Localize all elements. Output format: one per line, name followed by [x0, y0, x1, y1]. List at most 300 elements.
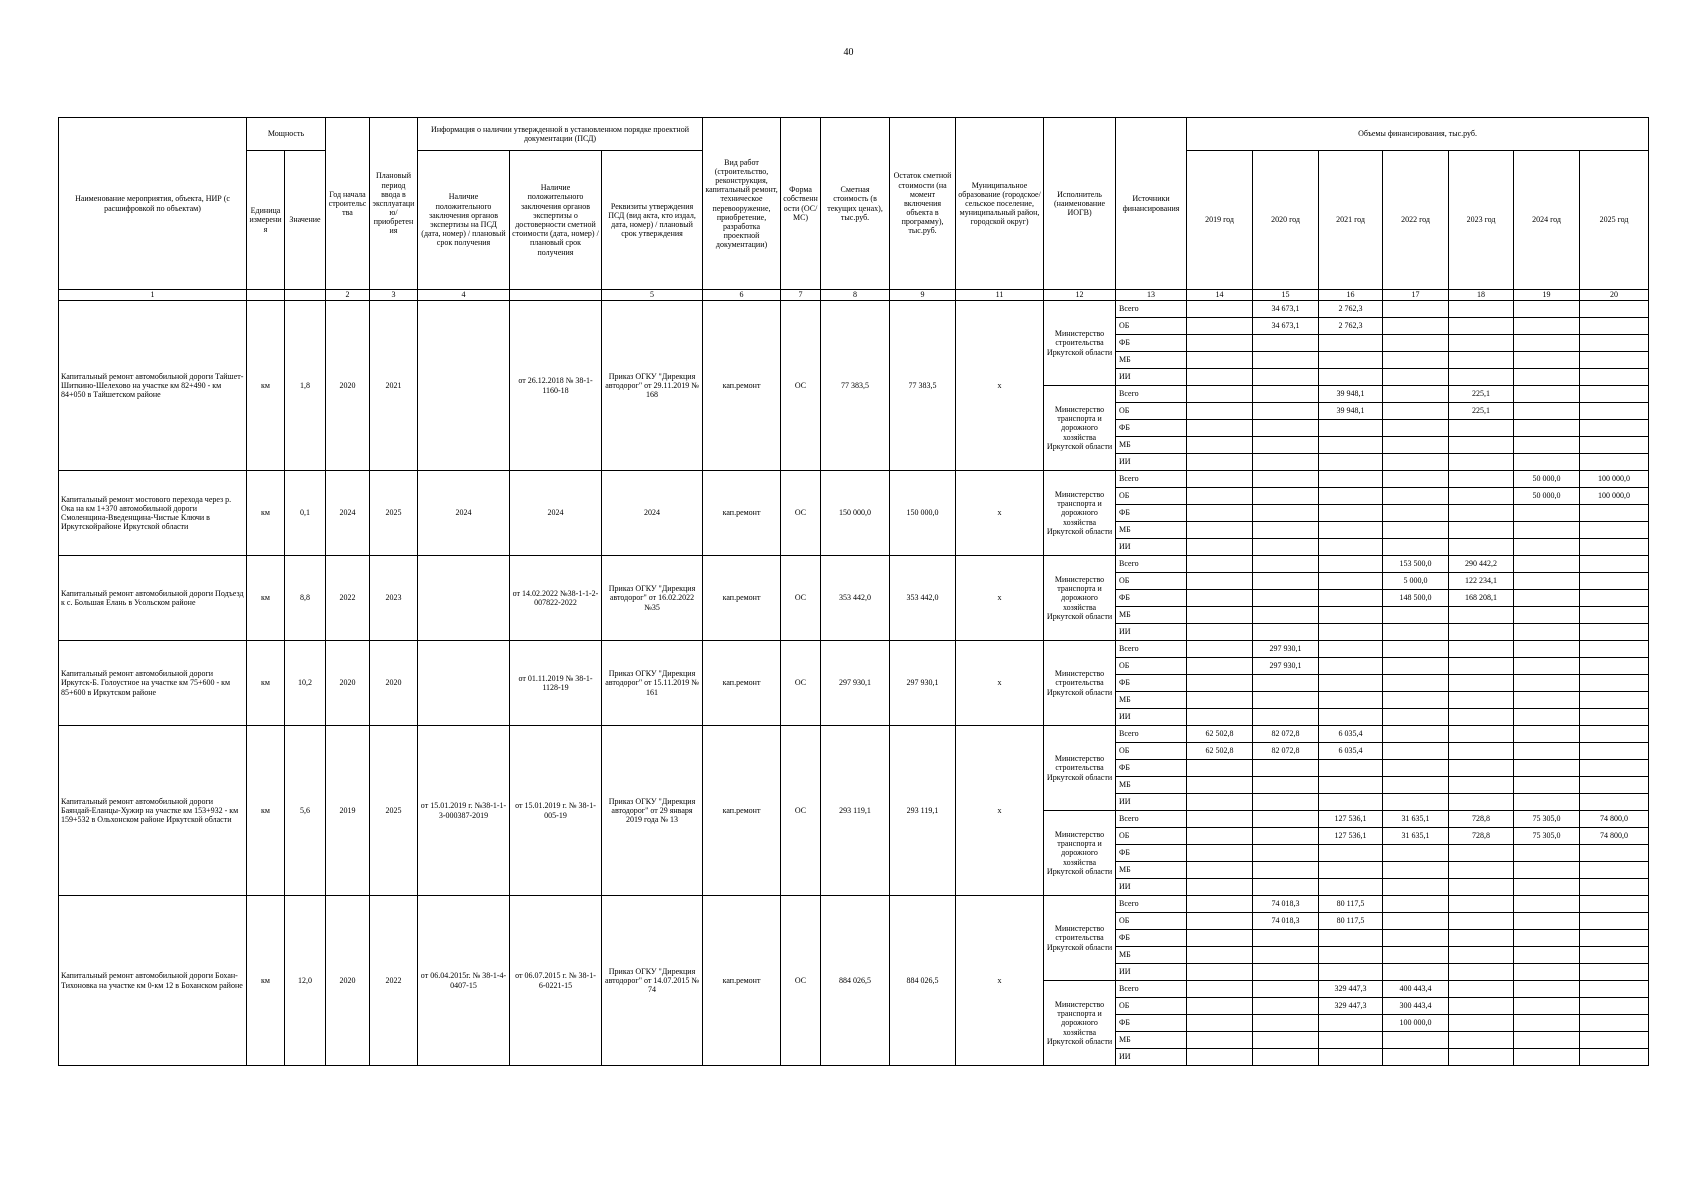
table-row: [59, 556, 1649, 573]
source-cell: Всего: [1116, 301, 1187, 318]
amount-cell: [1187, 1032, 1253, 1049]
amount-cell: [1449, 437, 1514, 454]
amount-cell: [1580, 403, 1649, 420]
column-number: 5: [602, 290, 703, 301]
amount-cell: [1253, 862, 1319, 879]
ownership-cell: ОС: [781, 896, 821, 1066]
source-cell: ФБ: [1116, 505, 1187, 522]
work-type-cell: кап.ремонт: [703, 301, 781, 471]
municipality-cell: х: [956, 896, 1044, 1066]
amount-cell: [1383, 386, 1449, 403]
amount-cell: [1319, 641, 1383, 658]
municipality-cell: х: [956, 556, 1044, 641]
amount-cell: [1187, 709, 1253, 726]
amount-cell: [1253, 879, 1319, 896]
amount-cell: [1253, 573, 1319, 590]
amount-cell: [1319, 845, 1383, 862]
amount-cell: [1580, 930, 1649, 947]
amount-cell: [1449, 522, 1514, 539]
column-number: 1: [59, 290, 247, 301]
header-psd-approval: Реквизиты утверждения ПСД (вид акта, кто издал, дата, номер) / плановый срок утверждения: [602, 151, 703, 290]
amount-cell: [1383, 726, 1449, 743]
amount-cell: [1319, 335, 1383, 352]
amount-cell: [1580, 1015, 1649, 1032]
executor-cell: Министерство строительства Иркутской области: [1044, 641, 1116, 726]
amount-cell: [1383, 964, 1449, 981]
amount-cell: [1514, 369, 1580, 386]
commission-cell: 2021: [370, 301, 418, 471]
executor-cell: Министерство строительства Иркутской области: [1044, 301, 1116, 386]
source-cell: ФБ: [1116, 335, 1187, 352]
amount-cell: [1383, 879, 1449, 896]
amount-cell: [1449, 301, 1514, 318]
source-cell: Всего: [1116, 726, 1187, 743]
amount-cell: [1580, 556, 1649, 573]
source-cell: МБ: [1116, 437, 1187, 454]
amount-cell: [1383, 709, 1449, 726]
amount-cell: [1449, 318, 1514, 335]
psd-expertise-cell: от 15.01.2019 г. №38-1-1-3-000387-2019: [418, 726, 510, 896]
amount-cell: [1580, 675, 1649, 692]
amount-cell: [1319, 437, 1383, 454]
table-body: [59, 301, 1649, 1066]
amount-cell: [1514, 352, 1580, 369]
psd-expertise-cell: [418, 301, 510, 471]
unit-cell: км: [247, 556, 285, 641]
amount-cell: [1449, 539, 1514, 556]
amount-cell: [1253, 1049, 1319, 1066]
remaining-cost-cell: 293 119,1: [890, 726, 956, 896]
table-row: [59, 641, 1649, 658]
amount-cell: [1514, 301, 1580, 318]
amount-cell: 297 930,1: [1253, 641, 1319, 658]
amount-cell: [1319, 471, 1383, 488]
source-cell: ФБ: [1116, 675, 1187, 692]
project-name: Капитальный ремонт автомобильной дороги Тайшет-Шиткино-Шелехово на участке км 82+490 - км 84+050 в Тайшетском районе: [59, 301, 247, 471]
amount-cell: [1580, 386, 1649, 403]
amount-cell: [1580, 573, 1649, 590]
amount-cell: [1383, 522, 1449, 539]
amount-cell: 400 443,4: [1383, 981, 1449, 998]
amount-cell: [1514, 420, 1580, 437]
source-cell: ФБ: [1116, 930, 1187, 947]
amount-cell: [1514, 675, 1580, 692]
amount-cell: [1383, 369, 1449, 386]
amount-cell: [1580, 692, 1649, 709]
financing-table: [58, 117, 1649, 1066]
amount-cell: [1449, 420, 1514, 437]
amount-cell: [1253, 607, 1319, 624]
amount-cell: [1319, 590, 1383, 607]
column-number: 14: [1187, 290, 1253, 301]
amount-cell: [1449, 607, 1514, 624]
amount-cell: 50 000,0: [1514, 471, 1580, 488]
amount-cell: [1580, 947, 1649, 964]
amount-cell: [1319, 522, 1383, 539]
remaining-cost-cell: 77 383,5: [890, 301, 956, 471]
header-cost-expertise: Наличие положительного заключения органов экспертизы о достоверности сметной стоимости (дата, номер) / плановый срок получения: [510, 151, 602, 290]
amount-cell: [1514, 573, 1580, 590]
amount-cell: [1383, 675, 1449, 692]
amount-cell: [1319, 607, 1383, 624]
header-remaining-cost: Остаток сметной стоимости (на момент включения объекта в программу), тыс.руб.: [890, 118, 956, 290]
source-cell: ИИ: [1116, 539, 1187, 556]
amount-cell: 100 000,0: [1383, 1015, 1449, 1032]
psd-expertise-cell: от 06.04.2015г. № 38-1-4-0407-15: [418, 896, 510, 1066]
header-executor: Исполнитель (наименование ИОГВ): [1044, 118, 1116, 290]
amount-cell: [1319, 964, 1383, 981]
amount-cell: [1253, 845, 1319, 862]
column-number: 12: [1044, 290, 1116, 301]
amount-cell: [1580, 845, 1649, 862]
amount-cell: 127 536,1: [1319, 828, 1383, 845]
header-year-2025: 2025 год: [1580, 151, 1649, 290]
amount-cell: [1187, 403, 1253, 420]
amount-cell: 148 500,0: [1383, 590, 1449, 607]
amount-cell: 74 018,3: [1253, 913, 1319, 930]
amount-cell: [1187, 811, 1253, 828]
amount-cell: [1319, 760, 1383, 777]
header-value: Значение: [285, 151, 326, 290]
amount-cell: [1187, 964, 1253, 981]
amount-cell: [1514, 318, 1580, 335]
amount-cell: [1253, 522, 1319, 539]
amount-cell: [1253, 692, 1319, 709]
amount-cell: [1319, 624, 1383, 641]
amount-cell: [1383, 352, 1449, 369]
amount-cell: [1187, 828, 1253, 845]
executor-cell: Министерство строительства Иркутской области: [1044, 726, 1116, 811]
amount-cell: [1187, 998, 1253, 1015]
column-numbers-row: [59, 290, 1649, 301]
amount-cell: [1514, 335, 1580, 352]
amount-cell: 225,1: [1449, 403, 1514, 420]
source-cell: ФБ: [1116, 845, 1187, 862]
amount-cell: [1514, 947, 1580, 964]
amount-cell: [1319, 488, 1383, 505]
source-cell: МБ: [1116, 777, 1187, 794]
approval-cell: Приказ ОГКУ "Дирекция автодорог" от 29 января 2019 года № 13: [602, 726, 703, 896]
amount-cell: [1253, 828, 1319, 845]
amount-cell: [1187, 862, 1253, 879]
amount-cell: [1187, 335, 1253, 352]
header-work-type: Вид работ (строительство, реконструкция, капитальный ремонт, техническое перевооружение, приобретение, разработка проектной документации): [703, 118, 781, 290]
header-psd-info: Информация о наличии утвержденной в установленном порядке проектной документации (ПСД): [418, 118, 703, 151]
column-number: 2: [326, 290, 370, 301]
amount-cell: [1514, 692, 1580, 709]
amount-cell: [1253, 352, 1319, 369]
amount-cell: [1319, 947, 1383, 964]
amount-cell: [1319, 692, 1383, 709]
amount-cell: [1319, 709, 1383, 726]
amount-cell: [1253, 420, 1319, 437]
amount-cell: 300 443,4: [1383, 998, 1449, 1015]
executor-cell: Министерство транспорта и дорожного хозяйства Иркутской области: [1044, 981, 1116, 1066]
amount-cell: [1514, 624, 1580, 641]
approval-cell: 2024: [602, 471, 703, 556]
amount-cell: [1580, 1049, 1649, 1066]
project-name: Капитальный ремонт автомобильной дороги Бохан-Тихоновка на участке км 0-км 12 в Боханском районе: [59, 896, 247, 1066]
est-cost-cell: 884 026,5: [821, 896, 890, 1066]
commission-cell: 2020: [370, 641, 418, 726]
cost-expertise-cell: от 14.02.2022 №38-1-1-2-007822-2022: [510, 556, 602, 641]
column-number: 20: [1580, 290, 1649, 301]
amount-cell: [1253, 539, 1319, 556]
amount-cell: [1319, 505, 1383, 522]
amount-cell: [1514, 930, 1580, 947]
psd-expertise-cell: [418, 641, 510, 726]
amount-cell: [1187, 1015, 1253, 1032]
amount-cell: [1253, 760, 1319, 777]
amount-cell: [1253, 590, 1319, 607]
amount-cell: [1319, 1032, 1383, 1049]
source-cell: ОБ: [1116, 743, 1187, 760]
amount-cell: [1514, 913, 1580, 930]
amount-cell: [1383, 437, 1449, 454]
amount-cell: [1514, 777, 1580, 794]
amount-cell: [1449, 913, 1514, 930]
amount-cell: [1449, 352, 1514, 369]
amount-cell: [1187, 386, 1253, 403]
unit-cell: км: [247, 301, 285, 471]
amount-cell: [1383, 845, 1449, 862]
amount-cell: [1383, 862, 1449, 879]
amount-cell: [1319, 420, 1383, 437]
amount-cell: 297 930,1: [1253, 658, 1319, 675]
work-type-cell: кап.ремонт: [703, 896, 781, 1066]
amount-cell: [1187, 777, 1253, 794]
amount-cell: [1514, 539, 1580, 556]
amount-cell: 82 072,8: [1253, 743, 1319, 760]
source-cell: МБ: [1116, 1032, 1187, 1049]
start-year-cell: 2020: [326, 301, 370, 471]
amount-cell: [1580, 505, 1649, 522]
amount-cell: [1253, 794, 1319, 811]
amount-cell: [1514, 709, 1580, 726]
amount-cell: [1449, 879, 1514, 896]
source-cell: МБ: [1116, 352, 1187, 369]
commission-cell: 2022: [370, 896, 418, 1066]
source-cell: Всего: [1116, 556, 1187, 573]
amount-cell: [1449, 335, 1514, 352]
amount-cell: 62 502,8: [1187, 726, 1253, 743]
municipality-cell: х: [956, 641, 1044, 726]
header-sources: Источники финансирования: [1116, 118, 1187, 290]
amount-cell: [1580, 760, 1649, 777]
source-cell: Всего: [1116, 896, 1187, 913]
amount-cell: [1187, 981, 1253, 998]
amount-cell: [1383, 930, 1449, 947]
amount-cell: [1514, 981, 1580, 998]
amount-cell: [1187, 573, 1253, 590]
table-row: [59, 471, 1649, 488]
amount-cell: [1449, 862, 1514, 879]
amount-cell: 50 000,0: [1514, 488, 1580, 505]
column-number: 4: [418, 290, 510, 301]
amount-cell: [1514, 386, 1580, 403]
project-name: Капитальный ремонт автомобильной дороги Подъезд к с. Большая Елань в Усольском районе: [59, 556, 247, 641]
commission-cell: 2025: [370, 726, 418, 896]
amount-cell: [1449, 369, 1514, 386]
amount-cell: [1449, 1049, 1514, 1066]
amount-cell: [1187, 845, 1253, 862]
amount-cell: [1514, 641, 1580, 658]
source-cell: МБ: [1116, 947, 1187, 964]
header-ownership: Форма собственности (ОС/МС): [781, 118, 821, 290]
amount-cell: 39 948,1: [1319, 386, 1383, 403]
cost-expertise-cell: от 01.11.2019 № 38-1-1128-19: [510, 641, 602, 726]
amount-cell: [1187, 607, 1253, 624]
amount-cell: [1580, 522, 1649, 539]
amount-cell: [1383, 658, 1449, 675]
amount-cell: [1383, 318, 1449, 335]
source-cell: ФБ: [1116, 760, 1187, 777]
source-cell: МБ: [1116, 692, 1187, 709]
source-cell: МБ: [1116, 862, 1187, 879]
amount-cell: [1449, 641, 1514, 658]
amount-cell: [1449, 471, 1514, 488]
amount-cell: [1580, 454, 1649, 471]
amount-cell: [1449, 505, 1514, 522]
value-cell: 10,2: [285, 641, 326, 726]
amount-cell: [1449, 743, 1514, 760]
amount-cell: [1383, 301, 1449, 318]
amount-cell: [1253, 811, 1319, 828]
amount-cell: [1383, 641, 1449, 658]
amount-cell: [1253, 369, 1319, 386]
amount-cell: 6 035,4: [1319, 726, 1383, 743]
amount-cell: [1187, 590, 1253, 607]
amount-cell: [1383, 777, 1449, 794]
work-type-cell: кап.ремонт: [703, 556, 781, 641]
source-cell: ИИ: [1116, 454, 1187, 471]
amount-cell: [1187, 760, 1253, 777]
amount-cell: 168 208,1: [1449, 590, 1514, 607]
amount-cell: [1514, 556, 1580, 573]
amount-cell: [1580, 437, 1649, 454]
cost-expertise-cell: от 26.12.2018 № 38-1-1160-18: [510, 301, 602, 471]
amount-cell: [1449, 692, 1514, 709]
amount-cell: 34 673,1: [1253, 318, 1319, 335]
amount-cell: [1580, 794, 1649, 811]
est-cost-cell: 77 383,5: [821, 301, 890, 471]
amount-cell: [1580, 1032, 1649, 1049]
amount-cell: 100 000,0: [1580, 488, 1649, 505]
amount-cell: [1580, 607, 1649, 624]
amount-cell: [1253, 505, 1319, 522]
municipality-cell: х: [956, 726, 1044, 896]
amount-cell: [1319, 454, 1383, 471]
amount-cell: [1253, 488, 1319, 505]
amount-cell: [1253, 403, 1319, 420]
municipality-cell: х: [956, 471, 1044, 556]
amount-cell: 80 117,5: [1319, 913, 1383, 930]
amount-cell: [1383, 896, 1449, 913]
remaining-cost-cell: 353 442,0: [890, 556, 956, 641]
project-name: Капитальный ремонт мостового перехода через р. Ока на км 1+370 автомобильной дороги Смоленщина-Введенщина-Чистые Ключи в Иркутскойрайоне Иркутской области: [59, 471, 247, 556]
column-number: [510, 290, 602, 301]
source-cell: МБ: [1116, 607, 1187, 624]
remaining-cost-cell: 297 930,1: [890, 641, 956, 726]
amount-cell: 122 234,1: [1449, 573, 1514, 590]
amount-cell: 74 800,0: [1580, 811, 1649, 828]
amount-cell: [1187, 658, 1253, 675]
approval-cell: Приказ ОГКУ "Дирекция автодорог" от 15.11.2019 № 161: [602, 641, 703, 726]
amount-cell: 153 500,0: [1383, 556, 1449, 573]
column-number: 8: [821, 290, 890, 301]
amount-cell: 290 442,2: [1449, 556, 1514, 573]
amount-cell: [1449, 777, 1514, 794]
amount-cell: [1187, 488, 1253, 505]
amount-cell: [1319, 369, 1383, 386]
amount-cell: [1580, 658, 1649, 675]
est-cost-cell: 297 930,1: [821, 641, 890, 726]
amount-cell: 31 635,1: [1383, 811, 1449, 828]
amount-cell: [1514, 998, 1580, 1015]
amount-cell: [1319, 675, 1383, 692]
value-cell: 5,6: [285, 726, 326, 896]
page-number: 40: [843, 47, 854, 58]
amount-cell: [1514, 658, 1580, 675]
amount-cell: [1580, 352, 1649, 369]
amount-cell: [1187, 641, 1253, 658]
source-cell: ИИ: [1116, 624, 1187, 641]
amount-cell: [1187, 369, 1253, 386]
start-year-cell: 2020: [326, 641, 370, 726]
table-row: [59, 896, 1649, 913]
amount-cell: [1580, 862, 1649, 879]
ownership-cell: ОС: [781, 556, 821, 641]
start-year-cell: 2024: [326, 471, 370, 556]
amount-cell: [1514, 522, 1580, 539]
approval-cell: Приказ ОГКУ "Дирекция автодорог" от 14.07.2015 № 74: [602, 896, 703, 1066]
ownership-cell: ОС: [781, 471, 821, 556]
unit-cell: км: [247, 641, 285, 726]
amount-cell: [1580, 964, 1649, 981]
amount-cell: [1580, 896, 1649, 913]
amount-cell: [1187, 675, 1253, 692]
amount-cell: [1253, 930, 1319, 947]
source-cell: Всего: [1116, 641, 1187, 658]
amount-cell: [1514, 607, 1580, 624]
amount-cell: 728,8: [1449, 828, 1514, 845]
amount-cell: [1383, 760, 1449, 777]
source-cell: ИИ: [1116, 794, 1187, 811]
amount-cell: [1253, 998, 1319, 1015]
amount-cell: [1580, 913, 1649, 930]
amount-cell: [1187, 318, 1253, 335]
amount-cell: [1253, 675, 1319, 692]
amount-cell: [1319, 879, 1383, 896]
source-cell: ФБ: [1116, 1015, 1187, 1032]
amount-cell: [1187, 505, 1253, 522]
amount-cell: [1383, 947, 1449, 964]
amount-cell: [1449, 1032, 1514, 1049]
header-est-cost: Сметная стоимость (в текущих ценах), тыс.руб.: [821, 118, 890, 290]
column-number: 3: [370, 290, 418, 301]
amount-cell: [1514, 505, 1580, 522]
amount-cell: [1187, 301, 1253, 318]
table-row: [59, 726, 1649, 743]
amount-cell: [1187, 794, 1253, 811]
source-cell: ОБ: [1116, 828, 1187, 845]
source-cell: ИИ: [1116, 879, 1187, 896]
amount-cell: 127 536,1: [1319, 811, 1383, 828]
column-number: 16: [1319, 290, 1383, 301]
amount-cell: [1514, 896, 1580, 913]
value-cell: 12,0: [285, 896, 326, 1066]
amount-cell: [1449, 760, 1514, 777]
